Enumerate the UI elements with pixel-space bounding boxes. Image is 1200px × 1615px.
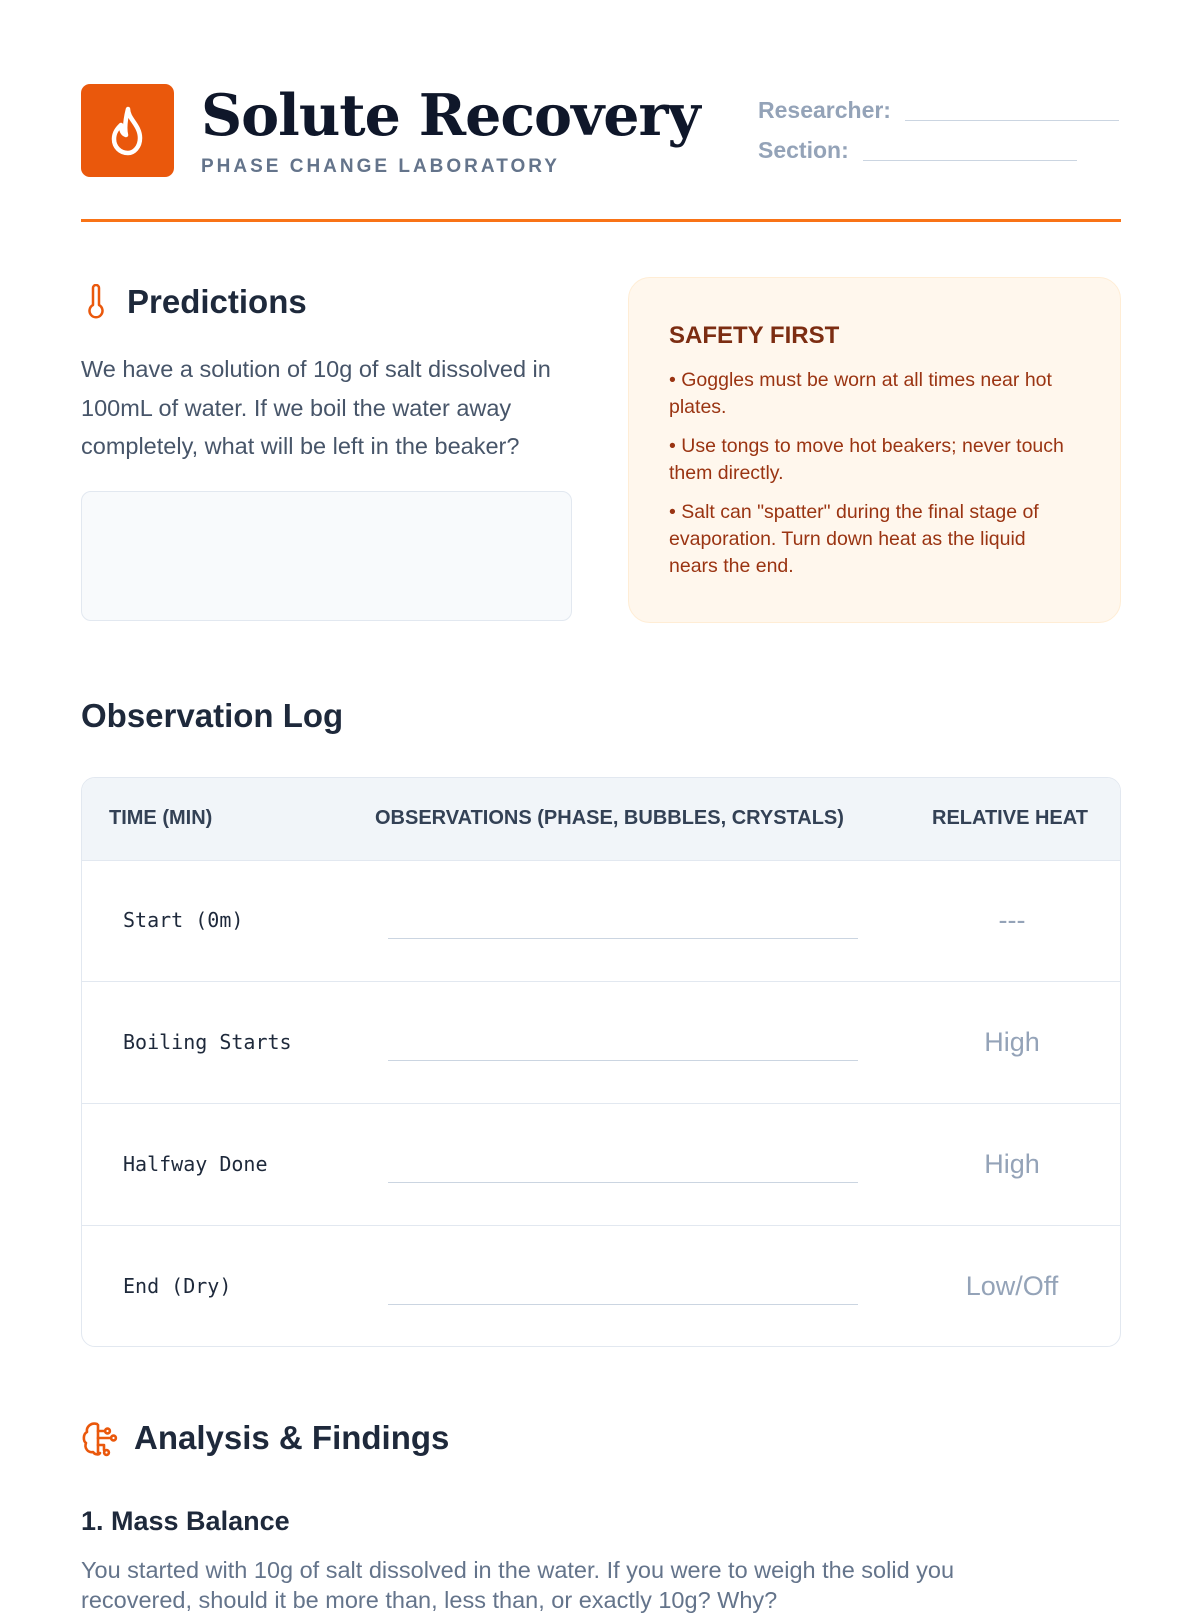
observation-table — [81, 777, 1121, 1347]
table-row — [82, 860, 1120, 982]
researcher-field[interactable] — [905, 119, 1119, 121]
page-title: Solute Recovery — [201, 82, 700, 149]
time-cell: Halfway Done — [123, 1152, 268, 1176]
observation-input-line[interactable] — [388, 1060, 858, 1061]
page-subtitle: PHASE CHANGE LABORATORY — [201, 156, 560, 177]
table-row — [82, 982, 1120, 1104]
heat-cell: Low/Off — [965, 1271, 1059, 1301]
flame-logo — [81, 84, 174, 177]
section-row — [758, 137, 1077, 163]
column-header-observations: OBSERVATIONS (PHASE, BUBBLES, CRYSTALS) — [375, 807, 844, 829]
time-cell: Boiling Starts — [123, 1030, 292, 1054]
heat-cell: High — [984, 1027, 1040, 1057]
analysis-heading: Analysis & Findings — [134, 1419, 450, 1456]
predictions-heading: Predictions — [127, 283, 307, 320]
column-header-heat: RELATIVE HEAT — [932, 807, 1088, 829]
heat-cell: High — [984, 1149, 1040, 1179]
question-text: You started with 10g of salt dissolved in the water. If you were to weigh the solid you recovered, should it be more than, less than, or exactly 10g? Why? — [81, 1557, 955, 1613]
observation-input-line[interactable] — [388, 1182, 858, 1183]
flame-icon — [106, 105, 150, 157]
header-divider — [81, 219, 1121, 222]
observation-input-line[interactable] — [388, 1304, 858, 1305]
section-label: Section: — [758, 137, 849, 163]
brain-icon — [81, 1419, 119, 1457]
safety-item: • Use tongs to move hot beakers; never touch them directly. — [669, 435, 1064, 484]
safety-title: SAFETY FIRST — [669, 322, 840, 349]
time-cell: Start (0m) — [123, 908, 244, 932]
researcher-label: Researcher: — [758, 97, 891, 123]
section-field[interactable] — [863, 159, 1077, 161]
safety-item: • Salt can "spatter" during the final stage of evaporation. Turn down heat as the liquid nears the end. — [669, 501, 1039, 577]
time-cell: End (Dry) — [123, 1274, 232, 1298]
thermometer-icon — [86, 284, 106, 320]
safety-item: • Goggles must be worn at all times near hot plates. — [669, 369, 1052, 418]
heat-cell: --- — [998, 905, 1026, 935]
question-title: 1. Mass Balance — [81, 1506, 290, 1536]
researcher-row — [758, 97, 1119, 123]
observation-log-heading: Observation Log — [81, 697, 344, 734]
table-row — [82, 1104, 1120, 1226]
prediction-answer-box[interactable] — [81, 491, 572, 621]
table-row — [82, 1226, 1120, 1347]
predictions-prompt: We have a solution of 10g of salt dissolved in 100mL of water. If we boil the water away completely, what will be left in the beaker? — [81, 356, 551, 459]
observation-input-line[interactable] — [388, 938, 858, 939]
column-header-time: TIME (MIN) — [109, 807, 213, 829]
table-header — [82, 778, 1120, 861]
safety-list — [669, 367, 1079, 592]
